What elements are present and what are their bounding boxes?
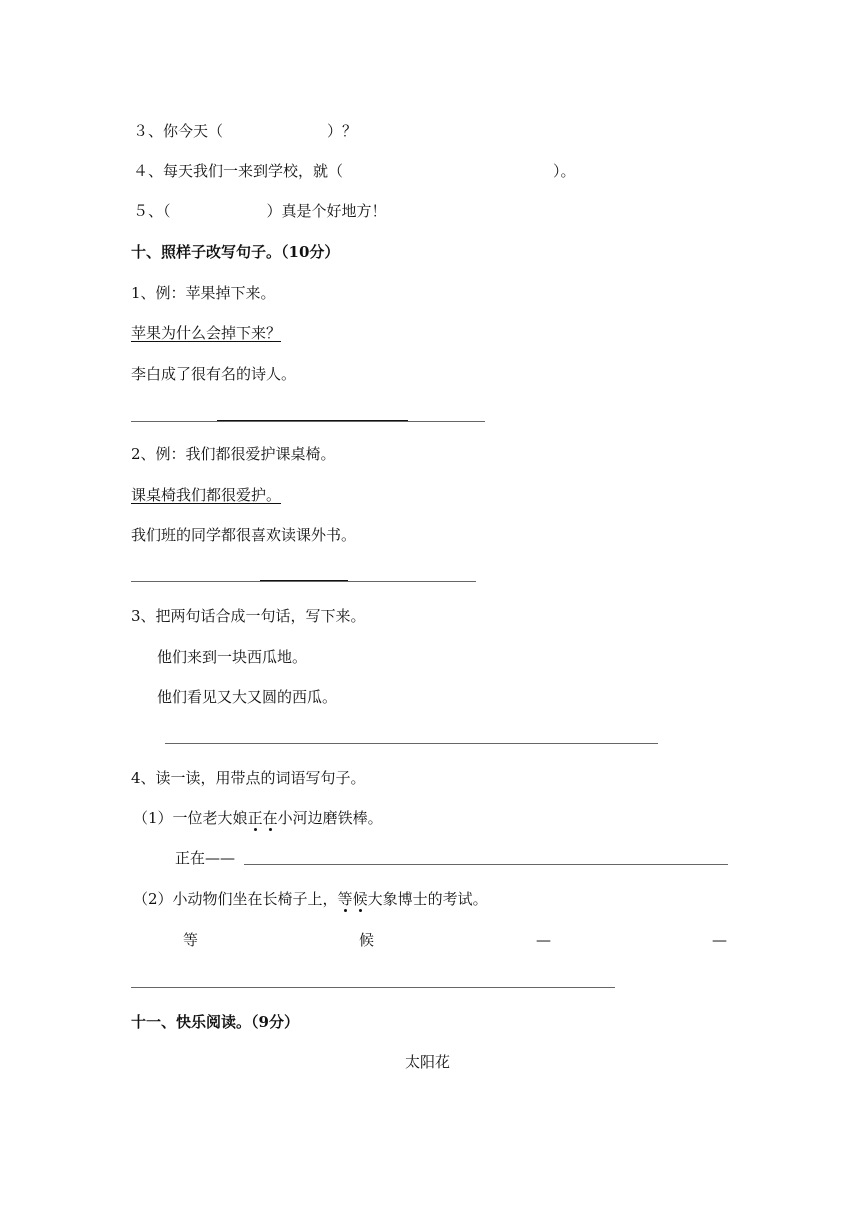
q4-instruction: 4、读一读，用带点的词语写句子。 (131, 769, 366, 787)
sub-number: （2） (133, 890, 173, 908)
sentence-text: 小河边磨铁棒。 (277, 809, 383, 827)
q3-answer-line[interactable] (165, 743, 658, 744)
item-number: ４、 (133, 162, 164, 180)
fill-item-4 (133, 161, 576, 181)
reading-title: 太阳花 (405, 1053, 451, 1071)
item-number: ５、 (133, 202, 164, 220)
q2-prompt: 我们班的同学都很喜欢读课外书。 (131, 526, 357, 544)
q2-answer-line-dark (260, 580, 348, 581)
dotted-char: 正 (247, 809, 263, 827)
item-text: 你今天（ (163, 122, 224, 140)
q4-answer-2-dash-1: — (536, 931, 551, 949)
sentence-text: 一位老大娘 (172, 809, 248, 827)
q4-answer-1-line[interactable] (244, 864, 728, 865)
q2-model-answer: 课桌椅我们都很爱护。 (131, 486, 282, 504)
q3-instruction: 3、把两句话合成一句话，写下来。 (131, 607, 366, 625)
item-text: ）。 (553, 162, 576, 180)
q1-answer-line[interactable] (131, 421, 485, 422)
q3-sentence-1: 他们来到一块西瓜地。 (157, 648, 308, 666)
item-text: （ (163, 202, 171, 220)
q4-sentence-1 (133, 808, 383, 828)
item-text: 每天我们一来到学校，就（ (163, 162, 344, 180)
sentence-text: 小动物们坐在长椅子上， (172, 890, 338, 908)
section-10-heading: 十、照样子改写句子。（10分） (131, 243, 340, 261)
q1-prompt: 李白成了很有名的诗人。 (131, 365, 297, 383)
sentence-text: 大象博士的考试。 (367, 890, 488, 908)
q4-answer-2-dash-2: — (712, 931, 727, 949)
q4-answer-2-char-1: 等 (183, 931, 199, 949)
fill-item-5 (133, 201, 387, 221)
item-number: ３、 (133, 122, 164, 140)
item-text: ）真是个好地方！ (266, 202, 387, 220)
fill-item-3 (133, 121, 357, 141)
item-text: ）？ (327, 122, 358, 140)
q1-example: 1、例：苹果掉下来。 (131, 284, 276, 302)
q3-sentence-2: 他们看见又大又圆的西瓜。 (157, 688, 338, 706)
q1-answer-line-dark (217, 420, 408, 421)
q1-model-answer: 苹果为什么会掉下来？ (131, 324, 282, 342)
section-11-heading: 十一、快乐阅读。（9分） (131, 1013, 299, 1031)
q2-example: 2、例：我们都很爱护课桌椅。 (131, 445, 336, 463)
dotted-char: 候 (352, 890, 368, 908)
q4-sentence-2 (133, 889, 488, 909)
q4-answer-2-line[interactable] (131, 987, 615, 988)
q2-answer-line[interactable] (131, 581, 476, 582)
dotted-char: 等 (337, 890, 353, 908)
q4-answer-2-char-2: 候 (359, 931, 375, 949)
sub-number: （1） (133, 809, 173, 827)
q4-answer-1-prefix: 正在—— (175, 849, 236, 867)
dotted-char: 在 (262, 809, 278, 827)
